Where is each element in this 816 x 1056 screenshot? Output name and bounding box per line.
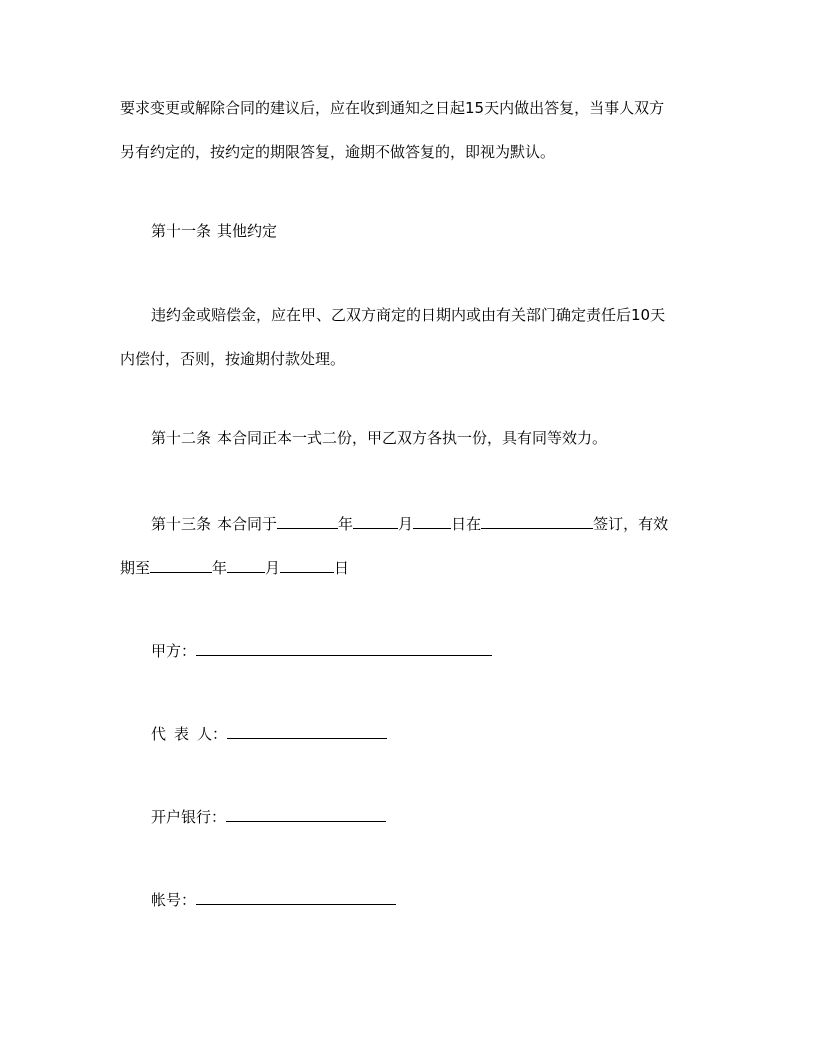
account-field xyxy=(151,888,396,908)
representative-blank[interactable] xyxy=(227,722,387,739)
year-label: 年 xyxy=(212,559,228,577)
month-label: 月 xyxy=(398,515,414,533)
article-text: 本合同于 xyxy=(217,515,278,533)
representative-label-char: 表 xyxy=(174,725,190,743)
bank-field xyxy=(151,805,386,825)
paragraph-line: 违约金或赔偿金，应在甲、乙双方商定的日期内或由有关部门确定责任后10天 xyxy=(151,306,666,324)
valid-month-blank[interactable] xyxy=(227,556,265,573)
representative-field xyxy=(151,722,387,742)
day-blank[interactable] xyxy=(413,512,451,529)
day-label: 日在 xyxy=(451,515,482,533)
paragraph-line: 内偿付，否则，按逾期付款处理。 xyxy=(120,350,346,368)
representative-label xyxy=(151,725,227,743)
article-title: 其他约定 xyxy=(217,222,278,240)
article-11-heading xyxy=(151,221,277,241)
valid-day-blank[interactable] xyxy=(280,556,334,573)
bank-blank[interactable] xyxy=(226,805,386,822)
article-text: 本合同正本一式二份，甲乙双方各执一份，具有同等效力。 xyxy=(217,429,608,447)
signed-label: 签订，有效 xyxy=(593,515,669,533)
article-12 xyxy=(151,428,607,448)
month-label: 月 xyxy=(265,559,281,577)
party-a-blank[interactable] xyxy=(196,639,492,656)
party-a-field xyxy=(151,639,492,659)
account-blank[interactable] xyxy=(196,888,396,905)
paragraph-line: 要求变更或解除合同的建议后，应在收到通知之日起15天内做出答复，当事人双方 xyxy=(120,99,665,117)
valid-year-blank[interactable] xyxy=(150,556,212,573)
party-a-label: 甲方： xyxy=(151,642,197,660)
account-label: 帐号： xyxy=(151,891,197,909)
day-label: 日 xyxy=(334,559,350,577)
article-number: 第十一条 xyxy=(151,222,212,240)
year-label: 年 xyxy=(338,515,354,533)
article-13-line xyxy=(151,512,668,532)
valid-until-label: 期至 xyxy=(120,559,151,577)
bank-label: 开户银行： xyxy=(151,808,227,826)
article-number: 第十三条 xyxy=(151,515,212,533)
article-13-line xyxy=(120,556,349,576)
article-number: 第十二条 xyxy=(151,429,212,447)
paragraph-line: 另有约定的，按约定的期限答复，逾期不做答复的，即视为默认。 xyxy=(120,143,556,161)
place-blank[interactable] xyxy=(481,512,593,529)
year-blank[interactable] xyxy=(277,512,338,529)
representative-label-char: 人： xyxy=(197,725,228,743)
month-blank[interactable] xyxy=(353,512,398,529)
representative-label-char: 代 xyxy=(151,725,167,743)
